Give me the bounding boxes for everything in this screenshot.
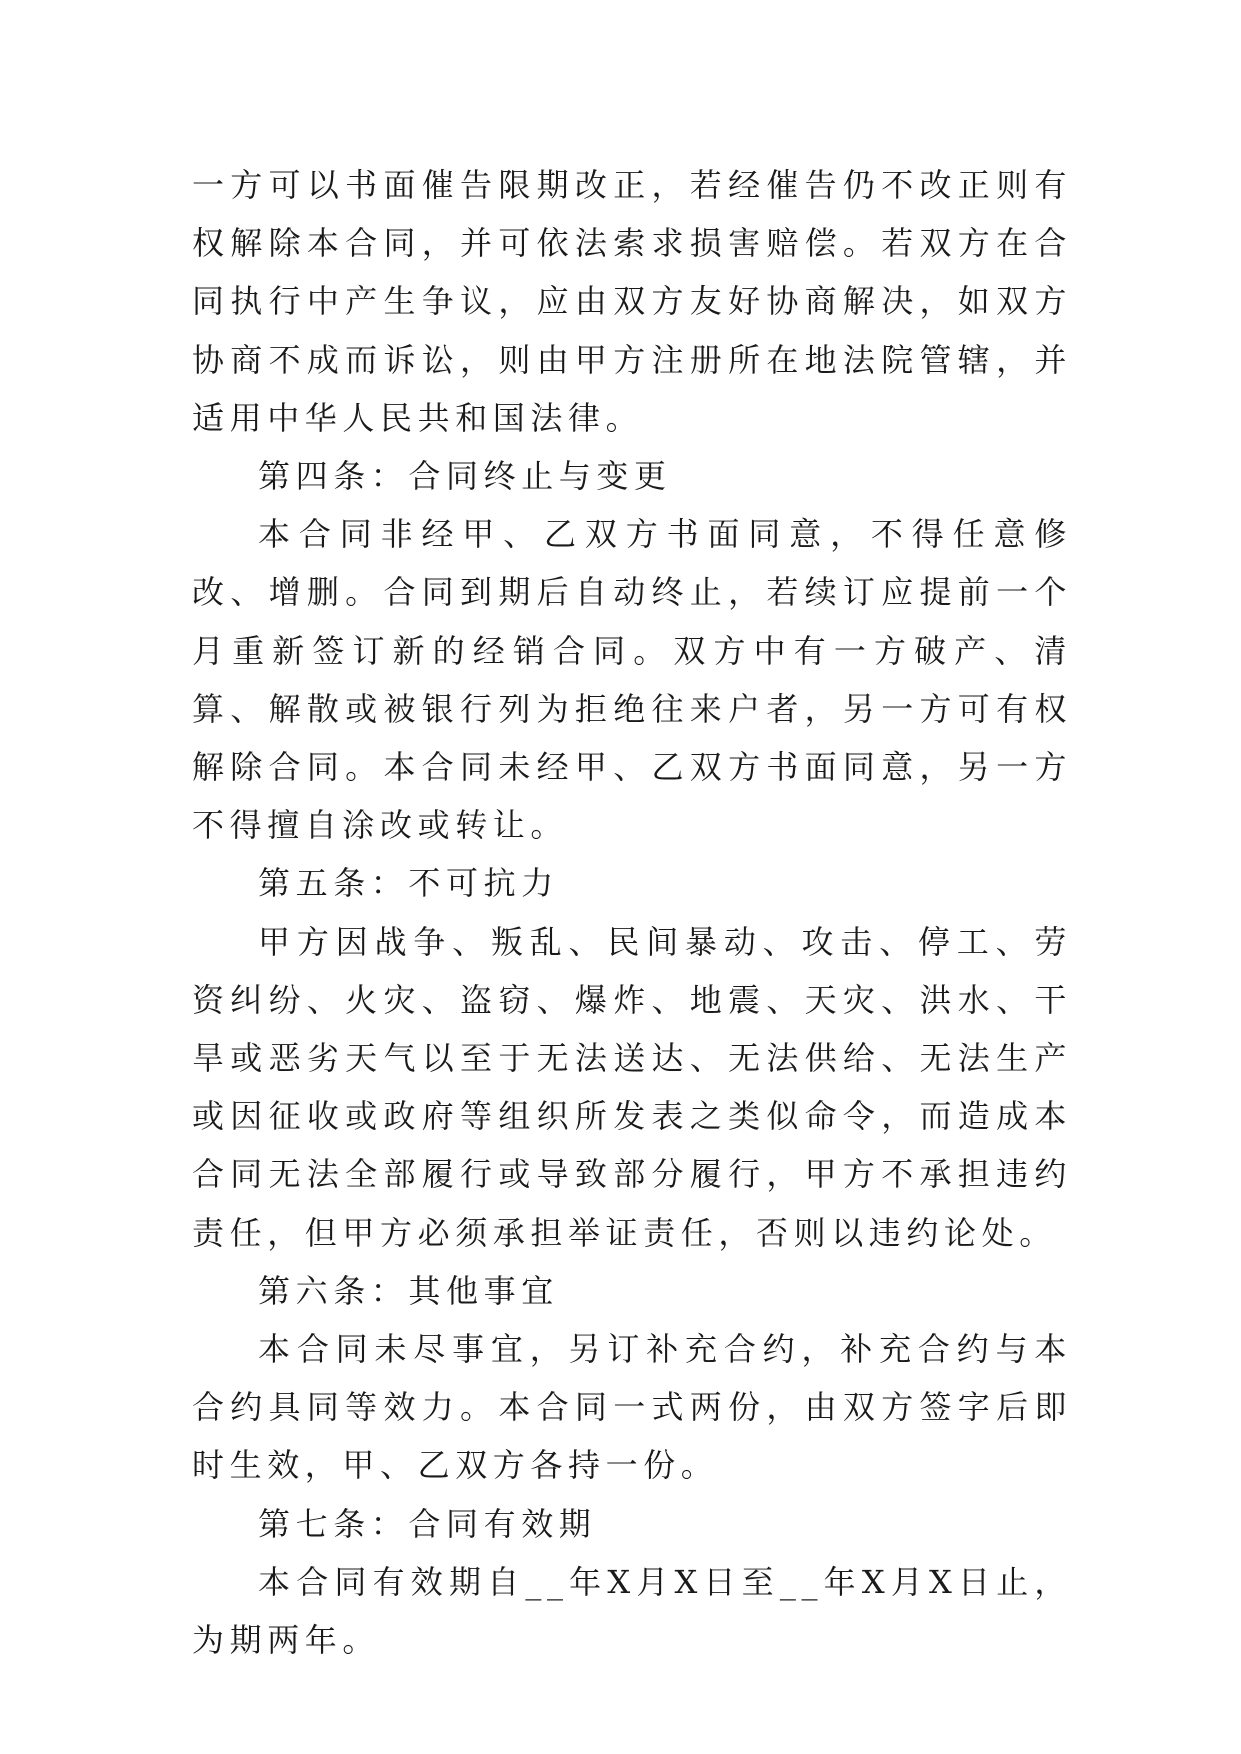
paragraph-continued-dispute-clause: 一方可以书面催告限期改正，若经催告仍不改正则有权解除本合同，并可依法索求损害赔偿。若双方在合同执行中产生争议，应由双方友好协商解决，如双方协商不成而诉讼，则由甲方注册所在地法院管辖，并适用中华人民共和国法律。 [192,166,1072,437]
article-5-heading: 第五条：不可抗力 [258,864,559,903]
article-5-paragraph: 甲方因战争、叛乱、民间暴动、攻击、停工、劳资纠纷、火灾、盗窃、爆炸、地震、天灾、洪水、干旱或恶劣天气以至于无法送达、无法供给、无法生产或因征收或政府等组织所发表之类似命令，而造成本合同无法全部履行或导致部分履行，甲方不承担违约责任，但甲方必须承担举证责任，否则以违约论处。 [192,922,1072,1252]
article-6-heading: 第六条：其他事宜 [258,1271,559,1310]
article-4-heading: 第四条：合同终止与变更 [258,457,672,496]
document-body [192,156,1072,1669]
article-7-heading: 第七条：合同有效期 [258,1504,597,1543]
article-6-paragraph: 本合同未尽事宜，另订补充合约，补充合约与本合约具同等效力。本合同一式两份，由双方签字后即时生效，甲、乙双方各持一份。 [192,1330,1072,1485]
article-7-paragraph: 本合同有效期自__年X月X日至__年X月X日止，为期两年。 [192,1562,1072,1660]
article-4-paragraph: 本合同非经甲、乙双方书面同意，不得任意修改、增删。合同到期后自动终止，若续订应提前一个月重新签订新的经销合同。双方中有一方破产、清算、解散或被银行列为拒绝往来户者，另一方可有权解除合同。本合同未经甲、乙双方书面同意，另一方不得擅自涂改或转让。 [192,515,1072,845]
